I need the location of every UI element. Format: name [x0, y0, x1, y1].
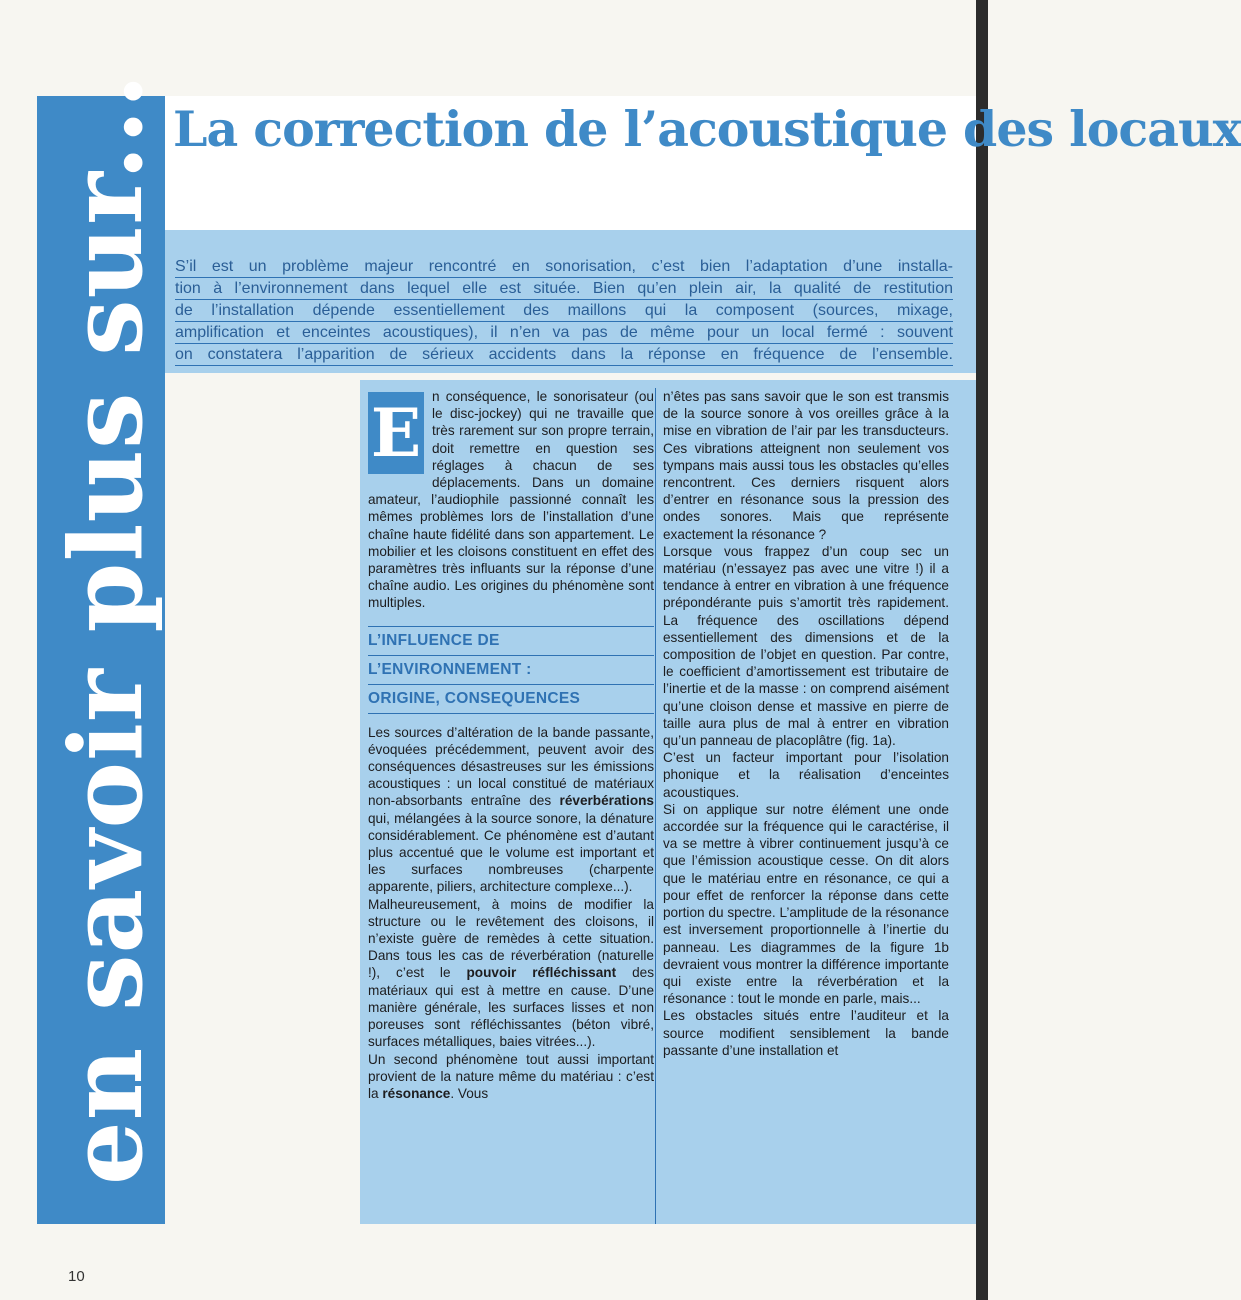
intro-line: on constatera l’apparition de sérieux accidents dans la réponse en fréquence de l’ensemble. [175, 344, 953, 366]
section-heading [368, 626, 654, 714]
body-paragraph [368, 896, 654, 1051]
page-edge [976, 0, 988, 1300]
body-paragraph: n’êtes pas sans savoir que le son est transmis de la source sonore à vos oreilles grâce à la mise en vibration de l’air par les transducteurs. Ces vibrations atteignent non seulement vos tympans mais aussi tous les obstacles qu’elles rencontrent. Ces derniers risquent alors d’entrer en résonance sous la pression des ondes sonores. Mais que représente exactement la résonance ? [663, 389, 949, 542]
body-paragraph: Lorsque vous frappez d’un coup sec un matériau (n’essayez pas avec une vitre !) il a tendance à entrer en vibration à une fréquence prépondérante puis s’amortit très rapidement. La fréquence des oscillations dépend essentiellement des dimensions et de la composition de l’objet en question. Par contre, le coefficient d’amortissement est tributaire de l’inertie et de la masse : on comprend aisément qu’une cloison dense et massive en pierre de taille aura plus de mal à entrer en vibration qu’un panneau de placoplâtre (fig. 1a). [663, 543, 949, 749]
title-panel [165, 96, 1241, 230]
emphasis: réverbérations [559, 793, 654, 809]
opening-paragraph [368, 388, 654, 612]
text-run: des matériaux qui est à mettre en cause. D’une manière générale, les surfaces lisses et non poreuses sont réfléchissantes (béton vibré, surfaces métalliques, baies vitrées...). [368, 965, 654, 1050]
section-heading-line: L’INFLUENCE DE [368, 626, 654, 655]
intro-line: tion à l’environnement dans lequel elle est située. Bien qu’en plein air, la qualité de restitution [175, 278, 953, 300]
text-run: qui, mélangées à la source sonore, la dénature considérablement. Ce phénomène est d’autant plus accentué que le volume est important et les surfaces nombreuses (charpente apparente, piliers, architecture complexe...). [368, 810, 654, 895]
intro-panel [165, 230, 976, 373]
body-paragraph: Les obstacles situés entre l’auditeur et la source modifient sensiblement la bande passante d’une installation et [663, 1008, 949, 1058]
body-paragraph [368, 1051, 654, 1103]
intro-line: amplification et enceintes acoustiques), il n’en va pas de même pour un local fermé : souvent [175, 322, 953, 344]
text-run: . Vous [450, 1085, 489, 1101]
body-column-1 [368, 388, 654, 1102]
side-banner-text: en savoir plus sur... [47, 72, 165, 1185]
intro-line: de l’installation dépende essentiellement des maillons qui la composent (sources, mixage, [175, 300, 953, 322]
drop-cap: E [368, 392, 424, 474]
text-run: Un second phénomène tout aussi important provient de la nature même du matériau : c’est la [368, 1051, 654, 1101]
emphasis: pouvoir réfléchissant [466, 965, 617, 981]
text-run: Malheureusement, à moins de modifier la structure ou le revêtement des cloisons, il n’existe guère de remèdes à cette situation. Dans tous les cas de réverbération (naturelle !), c’est le [368, 896, 654, 981]
text-run: Les sources d’altération de la bande passante, évoquées précédemment, peuvent avoir des conséquences désastreuses sur les émissions acoustiques : un local constitué de matériaux non-absorbants entraîne des [368, 724, 654, 809]
body-paragraph: C’est un facteur important pour l’isolation phonique et la réalisation d’enceintes acoustiques. [663, 750, 949, 800]
emphasis: résonance [382, 1085, 451, 1101]
body-paragraph [368, 724, 654, 896]
body-column-2 [663, 388, 949, 1059]
section-heading-line: L’ENVIRONNEMENT : [368, 655, 654, 684]
body-paragraph: Si on applique sur notre élément une onde accordée sur la fréquence qui le caractérise, il va se mettre à vibrer continuement jusqu’à ce que l’émission acoustique cesse. On dit alors que le matériau entre en résonance, ce qui a pour effet de renforcer la réponse dans cette portion du spectre. L’amplitude de la résonance est inversement proportionnelle à l’inertie du panneau. Les diagrammes de la figure 1b devraient vous montrer la différence importante qui existe entre la réverbération et la résonance : tout le monde en parle, mais... [663, 801, 949, 1007]
section-heading-line: ORIGINE, CONSEQUENCES [368, 684, 654, 714]
opening-text: n conséquence, le sonorisateur (ou le disc-jockey) qui ne travaille que très rarement sur son propre terrain, doit remettre en question ses réglages à chacun de ses déplacements. Dans un domaine amateur, l’audiophile passionné connaît les mêmes problèmes lors de l’installation d’une chaîne haute fidélité dans son appartement. Le mobilier et les cloisons constituent en effet des paramètres très influants sur la réponse d’une chaîne audio. Les origines du phénomène sont multiples. [368, 389, 654, 611]
column-divider [655, 388, 656, 1224]
page-number: 10 [68, 1268, 85, 1285]
intro-paragraph [175, 256, 953, 366]
article-title: La correction de l’acoustique des locaux [173, 100, 1241, 158]
intro-line: S’il est un problème majeur rencontré en sonorisation, c’est bien l’adaptation d’une installa- [175, 256, 953, 278]
